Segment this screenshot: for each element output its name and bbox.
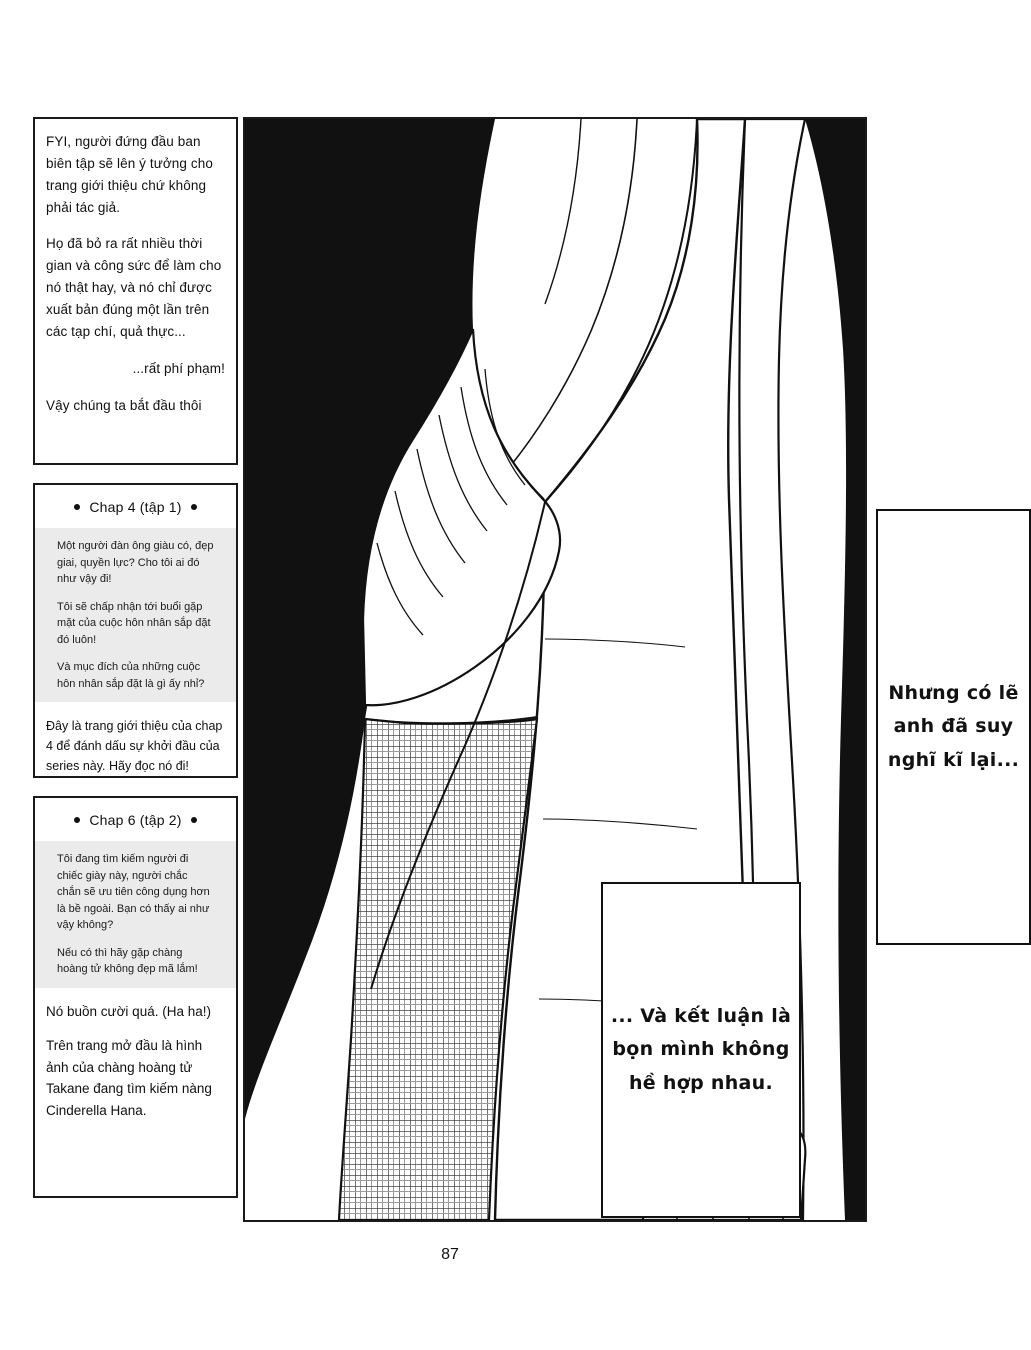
note-box-chapter6 — [33, 796, 238, 1198]
bullet-dot-icon — [74, 817, 80, 823]
chapter6-quote-2: Nếu có thì hãy gặp chàng hoàng tử không đẹp mã lắm! — [57, 946, 198, 975]
chapter6-comment-1: Nó buồn cười quá. (Ha ha!) — [46, 1003, 211, 1019]
chapter4-quote-block — [35, 528, 236, 702]
bullet-dot-icon — [74, 504, 80, 510]
chapter6-quote-1: Tôi đang tìm kiếm người đi chiếc giày này, người chắc chắn sẽ ưu tiên công dụng hơn là bề ngoài. Bạn có thấy ai như vậy không? — [57, 853, 210, 931]
intro-paragraph-1: FYI, người đứng đầu ban biên tập sẽ lên ý tưởng cho trang giới thiệu chứ không phải tác giả. — [46, 134, 213, 215]
chapter4-comment: Đây là trang giới thiệu của chap 4 để đánh dấu sự khởi đầu của series này. Hãy đọc nó đi! — [46, 719, 223, 773]
chapter6-comment-2: Trên trang mở đầu là hình ảnh của chàng hoàng tử Takane đang tìm kiếm nàng Cinderella Hana. — [46, 1038, 212, 1118]
intro-paragraph-3: ...rất phí phạm! — [132, 360, 225, 376]
note-box-chapter4 — [33, 483, 238, 778]
intro-paragraph-2: Họ đã bỏ ra rất nhiều thời gian và công sức để làm cho nó thật hay, và nó chỉ được xuất bản đúng một lần trên các tạp chí, quả thực... — [46, 236, 222, 339]
speech-bubble-1 — [876, 509, 1031, 945]
chapter4-heading — [46, 499, 225, 515]
chapter6-heading — [46, 812, 225, 828]
page-number: 87 — [441, 1246, 459, 1263]
speech-bubble-1-text: Nhưng có lẽ anh đã suy nghĩ kĩ lại... — [887, 682, 1020, 771]
chapter4-quote-1: Một người đàn ông giàu có, đẹp giai, quyền lực? Cho tôi ai đó như vậy đi! — [57, 540, 214, 585]
bullet-dot-icon — [191, 817, 197, 823]
bullet-dot-icon — [191, 504, 197, 510]
note-box-intro — [33, 117, 238, 465]
translator-notes-column — [33, 117, 238, 1222]
speech-bubble-2 — [601, 882, 801, 1218]
chapter6-title: Chap 6 (tập 2) — [89, 812, 182, 828]
chapter4-quote-2: Tôi sẽ chấp nhận tới buổi gặp mặt của cuộc hôn nhân sắp đặt đó luôn! — [57, 600, 211, 646]
speech-bubble-2-text: ... Và kết luận là bọn mình không hề hợp nhau. — [610, 1005, 792, 1094]
chapter4-quote-3: Và mục đích của những cuộc hôn nhân sắp đặt là gì ấy nhỉ? — [57, 661, 205, 690]
chapter4-title: Chap 4 (tập 1) — [89, 499, 182, 515]
intro-paragraph-4: Vậy chúng ta bắt đầu thôi — [46, 397, 202, 413]
chapter6-quote-block — [35, 841, 236, 988]
manga-art-panel — [243, 117, 1020, 1222]
